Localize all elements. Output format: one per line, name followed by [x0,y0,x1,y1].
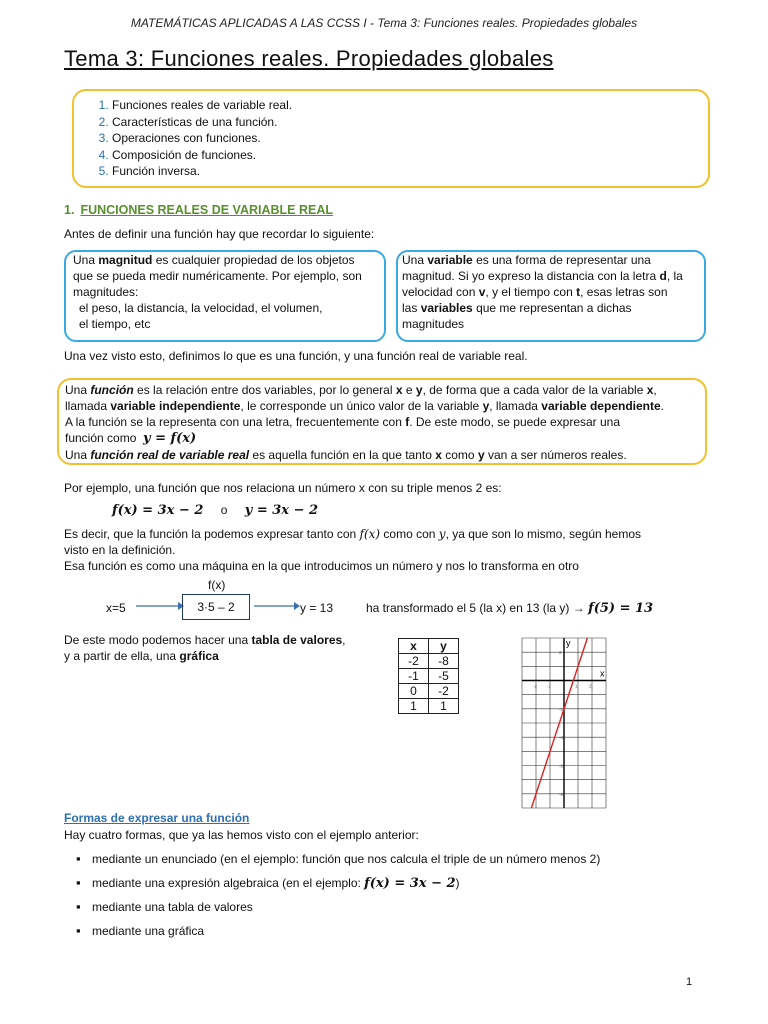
machine-input: x=5 [106,601,126,615]
formas-title: Formas de expresar una función [64,811,250,825]
explain-text: Es decir, que la función la podemos expresar tanto con f(x) como con y, ya que son lo mismo, según hemos visto en la definición. Esa función es como una máquina en la que introducimos un número y nos lo transforma en otro [64,527,642,573]
y-tick-label: -2 [559,706,564,712]
table-row: 0 -2 [399,684,459,699]
definition-box: Una función es la relación entre dos variables, por lo general x e y, de forma que a cada valor de la variable x, llamada variable independiente, le corresponde un único valor de la variable y, llamada variable dependiente. A la función se la representa con una letra, frecuentemente con f. De este modo, se puede expresar una función como y = f(x) Una función real de variable real es aquella función en la que tanto x como y van a ser números reales. [57,378,707,465]
toc-item: 1. Funciones reales de variable real. [112,97,708,114]
y-tick-label: -4 [559,735,564,741]
list-item: ▪ mediante una gráfica [64,923,600,947]
arrow-out-icon [252,598,300,614]
intro-text: Antes de definir una función hay que recordar lo siguiente: [64,227,375,241]
table-row: -2 -8 [399,654,459,669]
y-tick-label: -6 [559,763,564,769]
x-tick-label: -1 [547,683,552,689]
function-graph [518,634,614,812]
page-title: Tema 3: Funciones reales. Propiedades globales [64,46,554,71]
section-heading: 1. FUNCIONES REALES DE VARIABLE REAL [64,203,334,217]
toc-item: 4. Composición de funciones. [112,147,708,164]
toc-item: 2. Características de una función. [112,114,708,131]
values-table [398,638,459,714]
example-formulas: f(x) = 3x − 2 o y = 3x − 2 [112,503,319,518]
table-row: 1 1 [399,699,459,714]
table-header-row [399,639,459,654]
toc-list [74,91,708,180]
list-item: ▪ mediante un enunciado (en el ejemplo: función que nos calcula el triple de un número menos 2) [64,851,600,875]
page-number: 1 [686,976,693,988]
table-header: x [399,639,429,654]
table-intro: De este modo podemos hacer una tabla de valores, y a partir de ella, una gráfica [64,633,346,663]
list-item: ▪ mediante una tabla de valores [64,899,600,923]
table-header: y [429,639,459,654]
x-tick-label: -2 [533,683,538,689]
y-axis-label: y [566,638,571,648]
after-boxes-text: Una vez visto esto, definimos lo que es una función, y una función real de variable real. [64,349,528,363]
function-machine: 3·5 – 2 [182,594,250,620]
machine-output: y = 13 [300,601,334,615]
magnitud-box: Una magnitud es cualquier propiedad de los objetos que se pueda medir numéricamente. Por ejemplo, son magnitudes: el peso, la distancia, la velocidad, el volumen, el tiempo, etc [64,250,386,342]
x-tick-label: 1 [575,683,578,689]
arrow-in-icon [134,598,184,614]
x-axis-label: x [600,668,605,679]
formas-intro: Hay cuatro formas, que ya las hemos visto con el ejemplo anterior: [64,828,419,842]
formula-fx: f(x) = 3x − 2 [112,503,204,518]
arrow-right-icon: → [572,601,585,615]
x-tick-label: 2 [589,683,592,689]
list-item: ▪ mediante una expresión algebraica (en el ejemplo: f(x) = 3x − 2) [64,875,600,899]
machine-note: ha transformado el 5 (la x) en 13 (la y) → f(5) = 13 [366,601,654,616]
toc-item: 3. Operaciones con funciones. [112,130,708,147]
formula-y: y = 3x − 2 [244,503,319,518]
y-tick-label: 2 [559,650,562,656]
machine-label: f(x) [208,578,226,592]
table-row: -1 -5 [399,669,459,684]
y-tick-label: -8 [559,791,564,797]
page-header: MATEMÁTICAS APLICADAS A LAS CCSS I - Tema 3: Funciones reales. Propiedades globales [130,16,638,30]
toc-box [72,89,710,188]
example-intro: Por ejemplo, una función que nos relaciona un número x con su triple menos 2 es: [64,481,502,495]
variable-box: Una variable es una forma de representar una magnitud. Si yo expreso la distancia con la letra d, la velocidad con v, y el tiempo con t, esas letras son las variables que me representan a dichas magnitudes [396,250,706,342]
formas-list [64,851,600,947]
toc-item: 5. Función inversa. [112,163,708,180]
